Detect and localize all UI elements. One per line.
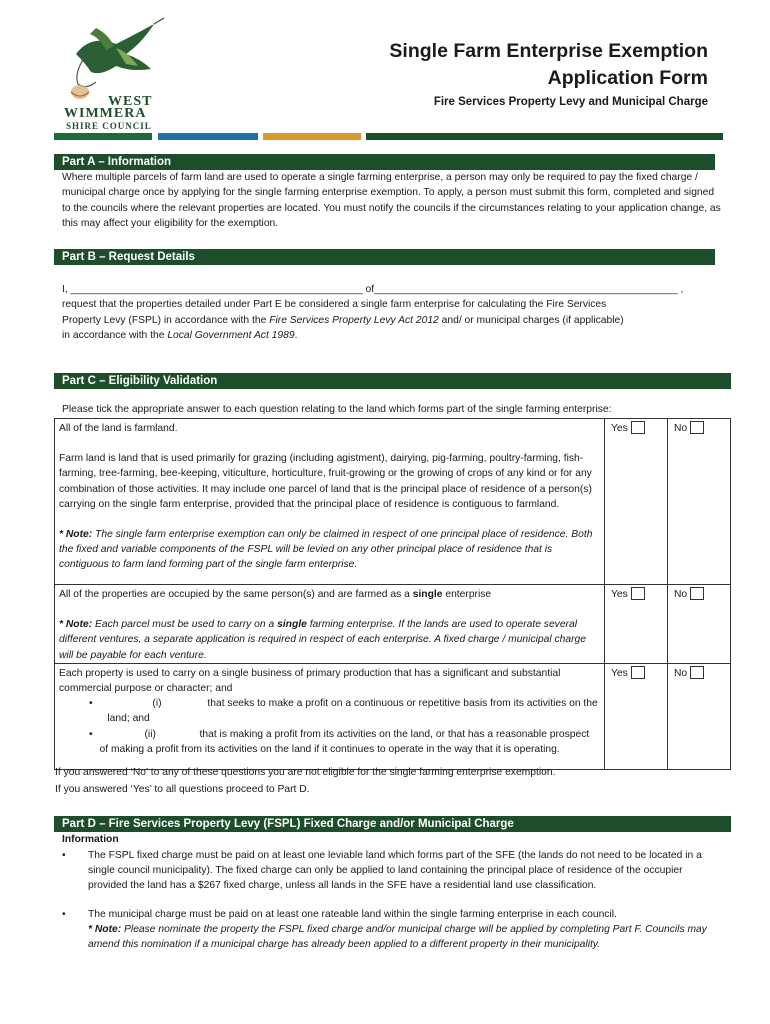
title-line2: Application Form [547,67,708,89]
page-subtitle: Fire Services Property Levy and Municipal Charge [433,96,708,108]
council-name-line1: WEST [108,94,153,109]
part-b-text [62,282,722,343]
part-b-heading: Part B – Request Details [54,249,715,265]
part-d-heading: Part D – Fire Services Property Levy (FSPL) Fixed Charge and/or Municipal Charge [54,816,731,832]
q3-no-checkbox[interactable] [690,666,704,679]
q3-subitem-ii: • (ii) that is making a profit from its activities on the land, or that has a reasonable prospect of making a profit from its activities on the land if it continues to operate in the way that it is operating. [89,728,590,755]
council-name [64,96,152,132]
table-row: Each property is used to carry on a single business of primary production that has a significant and substantial commercial purpose or character; and • (i) that seeks to make a profit on a continuous or repetitive basis from its activities on the land; and • (ii) that is making a profit from its activities on the land, or that has a reasonable prospect of making a profit from its activities on the land if it continues to operate in the way that it is operating. Yes No [55,663,731,769]
part-c-heading: Part C – Eligibility Validation [54,373,731,389]
part-c-intro: Please tick the appropriate answer to each question relating to the land which forms part of the single farming enterprise: [62,404,612,415]
request-line: request that the properties detailed under Part E be considered a single farm enterprise for calculating the Fire Services [62,299,607,311]
q3-subitem-i: • (i) that seeks to make a profit on a continuous or repetitive basis from its activities on the land; and [89,698,598,725]
part-d-info-label: Information [62,834,119,845]
q1-no-checkbox[interactable] [690,421,704,434]
color-bar-blue [158,133,258,140]
page-title [389,38,708,92]
q3-yes-checkbox[interactable] [631,666,645,679]
q1-title: All of the land is farmland. [59,423,178,434]
q1-text: Farm land is land that is used primarily for grazing (including agistment), dairying, pig-farming, poultry-farming, fish-farming, tree-farming, bee-keeping, viticulture, horticulture, fruit-growing or the growing of crops of any kind or for any combination of those activities. It may include one parcel of land that is the principal place of residence of a person(s) carrying on the single farm enterprise, provided that the principal place of residence is contiguous to farmland. [59,453,592,510]
color-bar-dark [366,133,723,140]
part-d-bullet-2: • The municipal charge must be paid on at least one rateable land within the single farming enterprise in each council. * Note: Please nominate the property the FSPL fixed charge and/or municipal charge will be applied by completing Part F. Councils may amend this nomination if a municipal charge has already been applied to a different property in their municipality. [62,907,724,952]
table-row: All of the properties are occupied by the same person(s) and are farmed as a single enterprise * Note: Each parcel must be used to carry on a single farming enterprise. If the lands are used to operate several different ventures, a separate application is required in respect of each enterprise. A fixed charge / municipal charge will be payable for each venture. Yes No [55,585,731,664]
council-name-line2: WIMMERA [64,106,147,121]
q1-note: * Note: The single farm enterprise exemption can only be claimed in respect of one principal place of residence. Both the fixed and variable components of the FSPL will be levied on any other principal place of residence that is contiguous to farm land forming part of the single farm enterprise. [59,529,593,571]
q2-no-checkbox[interactable] [690,587,704,600]
q2-note: * Note: Each parcel must be used to carry on a single farming enterprise. If the lands are used to operate several different ventures, a separate application is required in respect of each enterprise. A fixed charge / municipal charge will be payable for each venture. [59,619,586,661]
part-c-no-note: If you answered ‘No’ to any of these questions you are not eligible for the single farming enterprise exemption. [55,767,556,778]
council-name-line3: SHIRE COUNCIL [66,121,152,131]
q1-yes-checkbox[interactable] [631,421,645,434]
fspl-line: Property Levy (FSPL) in accordance with the Fire Services Property Levy Act 2012 and/ or municipal charges (if applicable) [62,314,624,326]
part-c-yes-note: If you answered ‘Yes’ to all questions proceed to Part D. [55,784,310,795]
color-bar-orange [263,133,361,140]
title-line1: Single Farm Enterprise Exemption [389,40,708,62]
applicant-name-address-line[interactable]: I, ___________________________________________________ of_____________________________________________________ , [62,284,684,295]
part-a-heading: Part A – Information [54,154,715,170]
color-bar-green [54,133,152,140]
part-d-bullet-1: • The FSPL fixed charge must be paid on at least one leviable land which forms part of the SFE (the lands do not need to be located in a single council municipality). The fixed charge can only be applied to land containing the principal place of residence of the occupier provided the land has a $267 fixed charge, unless all lands in the SFE have a residential land use classification. [62,850,702,891]
part-a-text: Where multiple parcels of farm land are used to operate a single farming enterprise, a person may only be required to pay the fixed charge / municipal charge once by applying for the single farming enterprise exemption. To apply, a person must submit this form, completed and signed to the councils where the relevant properties are located. You must notify the councils if the circumstances relating to your application change, as this may affect your eligibility for the exemption. [62,172,721,229]
q3-text: Each property is used to carry on a single business of primary production that has a significant and substantial commercial purpose or character; and [59,667,561,695]
table-row: All of the land is farmland. Farm land is land that is used primarily for grazing (including agistment), dairying, pig-farming, poultry-farming, fish-farming, tree-farming, bee-keeping, viticulture, horticulture, fruit-growing or the growing of crops of any kind or for any combination of those activities. It may include one parcel of land that is the principal place of residence of a person(s) carrying on the single farm enterprise, provided that the principal place of residence is contiguous to farmland. * Note: The single farm enterprise exemption can only be claimed in respect of one principal place of residence. Both the fixed and variable components of the FSPL will be levied on any other principal place of residence that is contiguous to farm land forming part of the single farm enterprise. Yes No [55,419,731,585]
part-d-note: * Note: Please nominate the property the FSPL fixed charge and/or municipal charge will be applied by completing Part F. Councils may amend this nomination if a municipal charge has already been applied to a different property in their municipality. [88,924,707,950]
eligibility-table [54,418,731,770]
lga-line: in accordance with the Local Government Act 1989. [62,329,298,341]
q2-text: All of the properties are occupied by the same person(s) and are farmed as a single enterprise [59,589,492,600]
q2-yes-checkbox[interactable] [631,587,645,600]
